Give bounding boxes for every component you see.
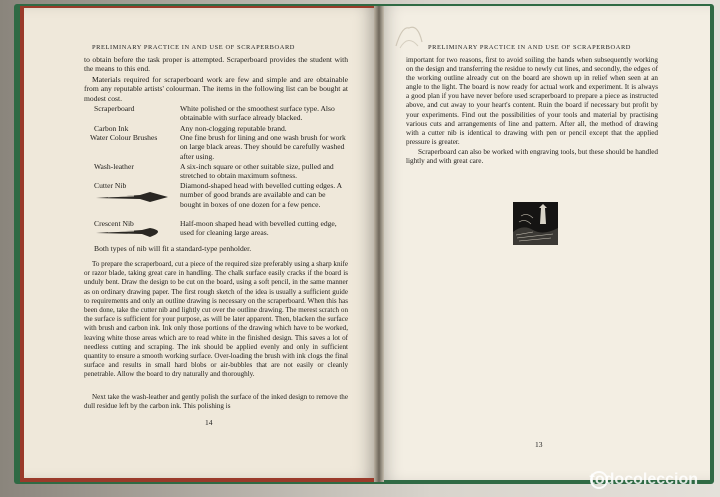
material-label: Cutter Nib bbox=[94, 181, 127, 190]
cutter-nib-illustration bbox=[94, 190, 170, 204]
material-desc: Any non-clogging reputable brand. bbox=[180, 124, 287, 133]
watermark: todocoleccion bbox=[589, 471, 698, 488]
book-gutter bbox=[374, 6, 384, 482]
right-page-header: PRELIMINARY PRACTICE IN AND USE OF SCRAPERBOARD bbox=[428, 44, 632, 51]
scraperboard-illustration bbox=[513, 202, 558, 245]
material-label: Wash-leather bbox=[94, 162, 134, 171]
material-label: Crescent Nib bbox=[94, 219, 134, 228]
right-paragraph-1: important for two reasons, first to avoid soiling the hands when subsequently working on the design and transferring the residue to newly cut lines, and secondly, the edges of the working outline already cut on the board are shown up in relief when seen at an angle to the light. The board is now ready for actual work and experiment. It is always a good plan if you have never before used scraperboard to prepare a piece as instructed above, and cut away to your heart's content. Ruin the board if necessary but profit by your experiments. Find out the possibilities of your tools and material by practising various cuts and arrangements of line and pattern. After all, the method of drawing with a cutter nib is identical to drawing with pen or pencil except that the applied pressure is greater. bbox=[406, 56, 658, 146]
material-desc: Half-moon shaped head with bevelled cutting edge, used for cleaning large areas. bbox=[180, 219, 337, 238]
material-desc: A six-inch square or other suitable size, pulled and stretched to obtain maximum softness. bbox=[180, 162, 334, 181]
left-page-header: PRELIMINARY PRACTICE IN AND USE OF SCRAPERBOARD bbox=[92, 44, 296, 51]
material-label: Scraperboard bbox=[94, 104, 135, 113]
material-label: Carbon Ink bbox=[94, 124, 129, 133]
left-intro: to obtain before the task proper is attempted. Scraperboard provides the student with the means to this end. bbox=[84, 55, 348, 74]
left-materials-intro: Materials required for scraperboard work are few and simple and are obtainable from any reputable artists' colourman. The items in the following list can be bought at modest cost. bbox=[84, 75, 348, 103]
right-paragraph-2: Scraperboard can also be worked with engraving tools, but these should be handled lightly and with great care. bbox=[406, 148, 658, 166]
material-label: Water Colour Brushes bbox=[90, 133, 158, 142]
left-paragraph-2: Next take the wash-leather and gently polish the surface of the inked design to remove the dull residue left by the carbon ink. This polishing is bbox=[84, 393, 348, 411]
library-stamp bbox=[392, 22, 426, 52]
left-page-number: 14 bbox=[205, 418, 213, 427]
material-desc: Diamond-shaped head with bevelled cutting edges. A number of good brands are available and can be bought in boxes of one dozen for a few pence. bbox=[180, 181, 342, 209]
left-paragraph-1: To prepare the scraperboard, cut a piece of the required size preferably using a sharp knife or razor blade, taking great care in handling. The chalk surface easily cracks if the board is unduly bent. Draw the design to be cut on the board, using a soft pencil, in the same manner as on ordinary drawing paper. The first rough sketch of the idea is usually a sufficient guide to requirements and only an outline drawing is necessary on the scraperboard. When this has been done, take the cutter nib and lightly cut over the outline drawing. The merest scratch on the surface is sufficient for your purpose, as will be later apparent. Then, blacken the surface with brush and carbon ink. Ink only those portions of the drawing which have to be worked, leaving white those areas which are to read white in the finished design. This saves a lot of needless cutting and scraping. The ink should be applied evenly and only in sufficient quantity to ensure a smooth working surface. Over-loading the brush with ink clogs the final surface and results in small hard blobs or air-bubbles that are not easily or cleanly penetrable. Allow the board to dry naturally and thoroughly. bbox=[84, 260, 348, 379]
material-desc: White polished or the smoothest surface type. Also obtainable with surface already blacked. bbox=[180, 104, 335, 123]
crescent-nib-illustration bbox=[94, 225, 170, 239]
material-desc: One fine brush for lining and one wash brush for work on large black areas. They should be carefully washed after using. bbox=[180, 133, 346, 161]
left-both-types: Both types of nib will fit a standard-type penholder. bbox=[94, 244, 252, 253]
right-page-number: 13 bbox=[535, 440, 543, 449]
